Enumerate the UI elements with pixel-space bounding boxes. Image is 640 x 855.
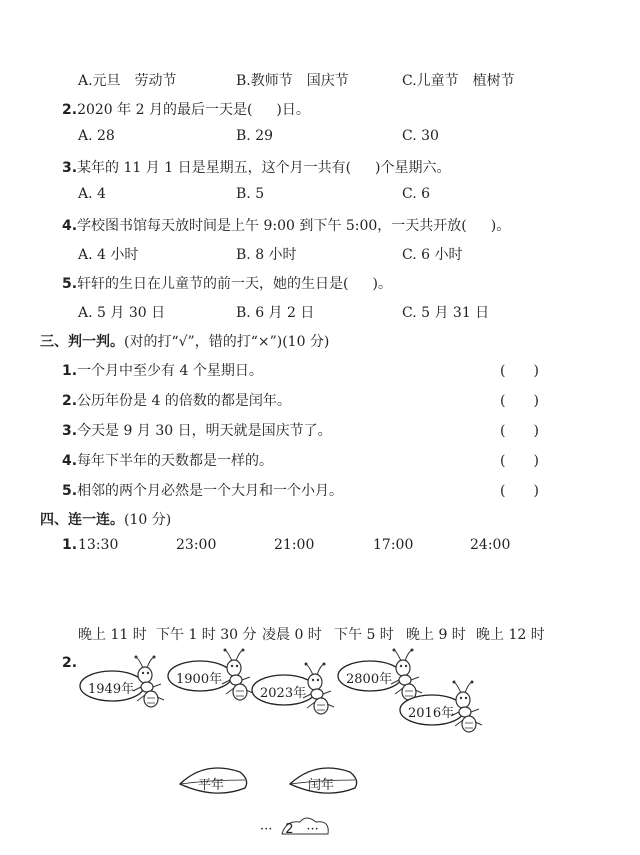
q1-option-a: A.元旦 劳动节	[78, 73, 177, 89]
judge-item-4: 4.每年下半年的天数都是一样的。	[62, 453, 274, 469]
page-number: 2	[285, 822, 294, 837]
connect-q2-number: 2.	[62, 655, 78, 671]
year-label[interactable]: 1900年	[176, 672, 223, 687]
page-footer: ··· 2 ···	[260, 822, 319, 837]
judge-item-5: 5.相邻的两个月必然是一个大月和一个小月。	[62, 483, 344, 499]
q4-option-b: B. 8 小时	[236, 247, 297, 263]
leaf-label[interactable]: 闰年	[308, 778, 335, 793]
answer-paren-2[interactable]: ( )	[500, 393, 539, 409]
time-item[interactable]: 13:30	[78, 537, 119, 553]
q2-option-a: A. 28	[78, 128, 115, 144]
year-label[interactable]: 2023年	[260, 686, 307, 701]
time-item[interactable]: 17:00	[373, 537, 414, 553]
q1-option-c: C.儿童节 植树节	[402, 73, 515, 89]
answer-paren-3[interactable]: ( )	[500, 423, 539, 439]
answer-paren-1[interactable]: ( )	[500, 363, 539, 379]
question-4: 4.学校图书馆每天放时间是上午 9:00 到下午 5:00，一天共开放( )。	[62, 218, 511, 234]
question-5: 5.轩轩的生日在儿童节的前一天，她的生日是( )。	[62, 276, 392, 292]
time-item[interactable]: 23:00	[176, 537, 217, 553]
time-label[interactable]: 晚上 12 时	[476, 627, 545, 643]
question-3: 3.某年的 11 月 1 日是星期五，这个月一共有( )个星期六。	[62, 160, 451, 176]
year-label[interactable]: 2800年	[346, 672, 393, 687]
section-4-title: 四、连一连。(10 分)	[40, 512, 172, 528]
q4-option-a: A. 4 小时	[78, 247, 139, 263]
q5-option-b: B. 6 月 2 日	[236, 305, 315, 321]
connect-q1-number: 1.	[62, 537, 78, 553]
time-item[interactable]: 24:00	[470, 537, 511, 553]
year-label[interactable]: 2016年	[408, 706, 455, 721]
q3-option-a: A. 4	[78, 186, 106, 202]
time-label[interactable]: 晚上 11 时	[78, 627, 147, 643]
time-label[interactable]: 下午 1 时 30 分	[156, 627, 257, 643]
q2-option-c: C. 30	[402, 128, 439, 144]
q3-option-c: C. 6	[402, 186, 431, 202]
time-label[interactable]: 凌晨 0 时	[262, 627, 322, 643]
section-3-title: 三、判一判。(对的打“√”，错的打“×”)(10 分)	[40, 334, 330, 350]
answer-paren-5[interactable]: ( )	[500, 483, 539, 499]
question-2: 2.2020 年 2 月的最后一天是( )日。	[62, 102, 310, 118]
q5-option-c: C. 5 月 31 日	[402, 305, 490, 321]
q1-option-b: B.教师节 国庆节	[236, 73, 349, 89]
q4-option-c: C. 6 小时	[402, 247, 463, 263]
judge-item-2: 2.公历年份是 4 的倍数的都是闰年。	[62, 393, 291, 409]
q2-option-b: B. 29	[236, 128, 274, 144]
answer-paren-4[interactable]: ( )	[500, 453, 539, 469]
time-label[interactable]: 晚上 9 时	[406, 627, 466, 643]
time-item[interactable]: 21:00	[274, 537, 315, 553]
time-label[interactable]: 下午 5 时	[334, 627, 394, 643]
judge-item-3: 3.今天是 9 月 30 日，明天就是国庆节了。	[62, 423, 332, 439]
year-label[interactable]: 1949年	[88, 682, 135, 697]
judge-item-1: 1.一个月中至少有 4 个星期日。	[62, 363, 263, 379]
leaf-label[interactable]: 平年	[198, 778, 225, 793]
q5-option-a: A. 5 月 30 日	[78, 305, 166, 321]
q3-option-b: B. 5	[236, 186, 265, 202]
